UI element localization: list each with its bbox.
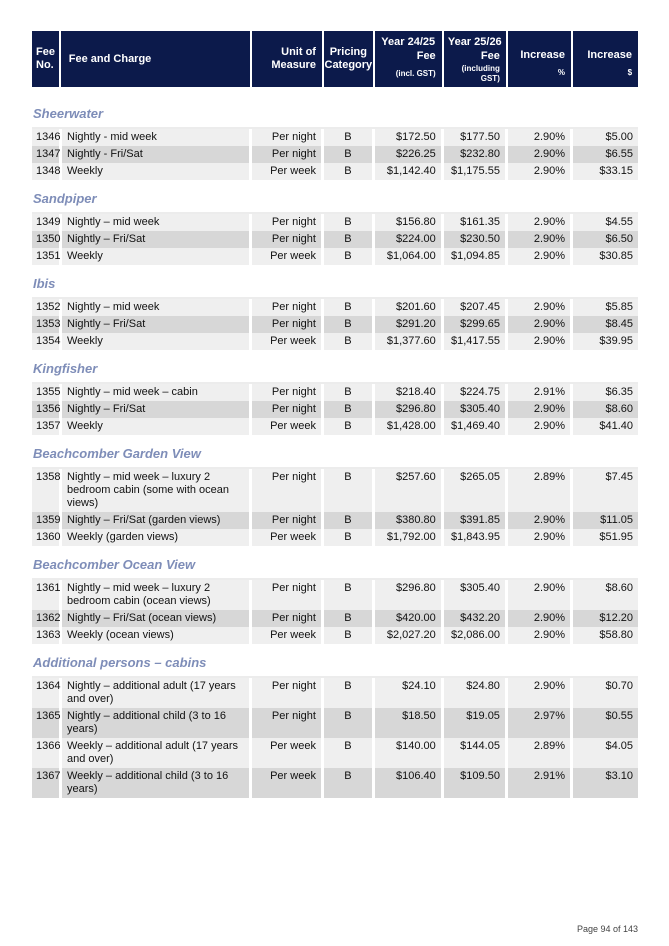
increase-dollar-cell: $8.60 (573, 580, 638, 610)
pricing-category-cell: B (324, 129, 375, 146)
fee-description-cell: Weekly – additional adult (17 years and over) (62, 738, 252, 768)
increase-pct-cell: 2.90% (508, 580, 573, 610)
table-row (32, 129, 638, 146)
increase-dollar-cell: $8.60 (573, 401, 638, 418)
unit-cell: Per week (252, 627, 324, 644)
fee-2425-cell: $106.40 (375, 768, 444, 798)
section-title: Sandpiper (33, 191, 97, 206)
increase-pct-cell: 2.89% (508, 469, 573, 512)
increase-dollar-cell: $4.55 (573, 214, 638, 231)
unit-cell: Per week (252, 738, 324, 768)
fee-2425-cell: $1,064.00 (375, 248, 444, 265)
increase-pct-cell: 2.90% (508, 316, 573, 333)
unit-cell: Per night (252, 129, 324, 146)
increase-dollar-cell: $7.45 (573, 469, 638, 512)
fee-2526-cell: $1,417.55 (444, 333, 508, 350)
fee-no-cell: 1367 (32, 768, 62, 798)
table-row (32, 738, 638, 768)
pricing-category-cell: B (324, 146, 375, 163)
unit-cell: Per night (252, 610, 324, 627)
fee-2425-cell: $1,792.00 (375, 529, 444, 546)
section-title: Beachcomber Ocean View (33, 557, 196, 572)
fees-table (32, 31, 638, 798)
header-year-2425 (375, 31, 444, 87)
fee-2526-cell: $2,086.00 (444, 627, 508, 644)
pricing-category-cell: B (324, 231, 375, 248)
fee-2425-cell: $24.10 (375, 678, 444, 708)
fee-2526-cell: $230.50 (444, 231, 508, 248)
header-year-2526-label: Year 25/26 (447, 36, 502, 48)
header-pricing-line1: Pricing (329, 46, 367, 58)
table-row (32, 299, 638, 316)
table-row (32, 333, 638, 350)
fee-2526-cell: $109.50 (444, 768, 508, 798)
fee-2425-cell: $380.80 (375, 512, 444, 529)
unit-cell: Per night (252, 512, 324, 529)
fee-description-cell: Nightly – Fri/Sat (62, 316, 252, 333)
fee-2425-cell: $257.60 (375, 469, 444, 512)
increase-dollar-cell: $51.95 (573, 529, 638, 546)
unit-cell: Per night (252, 678, 324, 708)
header-increase-dollar-sym: $ (627, 68, 633, 77)
table-row (32, 627, 638, 644)
fee-description-cell: Nightly – Fri/Sat (62, 231, 252, 248)
fee-no-cell: 1356 (32, 401, 62, 418)
fee-description-cell: Nightly – Fri/Sat (garden views) (62, 512, 252, 529)
header-year-2526-fee: Fee (480, 50, 500, 62)
fee-description-cell: Nightly – mid week (62, 299, 252, 316)
fee-2526-cell: $144.05 (444, 738, 508, 768)
table-row (32, 529, 638, 546)
increase-dollar-cell: $6.50 (573, 231, 638, 248)
fee-2526-cell: $224.75 (444, 384, 508, 401)
fee-no-cell: 1360 (32, 529, 62, 546)
section-rows (32, 382, 638, 435)
section-rows (32, 467, 638, 546)
fee-2425-cell: $140.00 (375, 738, 444, 768)
section-rows (32, 297, 638, 350)
section-title: Sheerwater (33, 106, 104, 121)
increase-pct-cell: 2.97% (508, 708, 573, 738)
fee-description-cell: Nightly – additional adult (17 years and over) (62, 678, 252, 708)
unit-cell: Per week (252, 418, 324, 435)
table-row (32, 163, 638, 180)
table-row (32, 469, 638, 512)
increase-dollar-cell: $39.95 (573, 333, 638, 350)
pricing-category-cell: B (324, 299, 375, 316)
fee-2425-cell: $18.50 (375, 708, 444, 738)
pricing-category-cell: B (324, 401, 375, 418)
fee-section (32, 441, 638, 546)
table-row (32, 248, 638, 265)
header-increase-pct-sym: % (557, 68, 565, 77)
pricing-category-cell: B (324, 610, 375, 627)
fee-no-cell: 1351 (32, 248, 62, 265)
table-row (32, 580, 638, 610)
fee-2526-cell: $1,469.40 (444, 418, 508, 435)
header-increase-pct-label: Increase (520, 49, 565, 61)
header-fee-no-line1: Fee (36, 46, 55, 58)
table-row (32, 418, 638, 435)
table-row (32, 678, 638, 708)
fee-section (32, 186, 638, 265)
increase-dollar-cell: $41.40 (573, 418, 638, 435)
fee-2425-cell: $291.20 (375, 316, 444, 333)
fee-description-cell: Weekly (62, 333, 252, 350)
header-pricing-category (324, 31, 375, 87)
fee-description-cell: Weekly (ocean views) (62, 627, 252, 644)
unit-cell: Per week (252, 163, 324, 180)
fee-no-cell: 1349 (32, 214, 62, 231)
unit-cell: Per night (252, 708, 324, 738)
fee-2425-cell: $1,428.00 (375, 418, 444, 435)
fee-2425-cell: $1,377.60 (375, 333, 444, 350)
increase-pct-cell: 2.90% (508, 512, 573, 529)
table-row (32, 214, 638, 231)
pricing-category-cell: B (324, 316, 375, 333)
increase-pct-cell: 2.90% (508, 333, 573, 350)
unit-cell: Per week (252, 333, 324, 350)
fee-2425-cell: $201.60 (375, 299, 444, 316)
unit-cell: Per night (252, 580, 324, 610)
unit-cell: Per night (252, 214, 324, 231)
increase-dollar-cell: $30.85 (573, 248, 638, 265)
table-row (32, 316, 638, 333)
fee-no-cell: 1359 (32, 512, 62, 529)
section-title: Beachcomber Garden View (33, 446, 201, 461)
fee-no-cell: 1352 (32, 299, 62, 316)
unit-cell: Per night (252, 469, 324, 512)
increase-pct-cell: 2.90% (508, 529, 573, 546)
header-fee-no (32, 31, 61, 87)
increase-pct-cell: 2.90% (508, 299, 573, 316)
pricing-category-cell: B (324, 529, 375, 546)
increase-pct-cell: 2.90% (508, 627, 573, 644)
fee-2526-cell: $161.35 (444, 214, 508, 231)
header-year-2526-sub-line1: (including (461, 64, 500, 73)
table-row (32, 401, 638, 418)
pricing-category-cell: B (324, 627, 375, 644)
section-title: Ibis (33, 276, 56, 291)
increase-pct-cell: 2.90% (508, 401, 573, 418)
increase-pct-cell: 2.90% (508, 129, 573, 146)
increase-dollar-cell: $8.45 (573, 316, 638, 333)
fee-description-cell: Nightly – mid week – cabin (62, 384, 252, 401)
fee-2526-cell: $1,094.85 (444, 248, 508, 265)
fee-2526-cell: $232.80 (444, 146, 508, 163)
pricing-category-cell: B (324, 248, 375, 265)
fee-2425-cell: $296.80 (375, 401, 444, 418)
pricing-category-cell: B (324, 708, 375, 738)
fee-2526-cell: $177.50 (444, 129, 508, 146)
increase-pct-cell: 2.90% (508, 610, 573, 627)
pricing-category-cell: B (324, 738, 375, 768)
increase-pct-cell: 2.90% (508, 231, 573, 248)
increase-dollar-cell: $58.80 (573, 627, 638, 644)
fee-2425-cell: $218.40 (375, 384, 444, 401)
table-row (32, 708, 638, 738)
fee-no-cell: 1346 (32, 129, 62, 146)
fee-no-cell: 1355 (32, 384, 62, 401)
header-year-2425-fee: Fee (416, 50, 436, 62)
pricing-category-cell: B (324, 333, 375, 350)
fee-2425-cell: $296.80 (375, 580, 444, 610)
header-pricing-line2: Category (324, 59, 373, 71)
increase-dollar-cell: $5.00 (573, 129, 638, 146)
fee-description-cell: Weekly – additional child (3 to 16 years) (62, 768, 252, 798)
pricing-category-cell: B (324, 580, 375, 610)
fee-section (32, 650, 638, 798)
fee-description-cell: Nightly – mid week – luxury 2 bedroom cabin (some with ocean views) (62, 469, 252, 512)
fee-section (32, 271, 638, 350)
fee-2526-cell: $24.80 (444, 678, 508, 708)
fee-2526-cell: $305.40 (444, 580, 508, 610)
fee-description-cell: Nightly – mid week (62, 214, 252, 231)
fee-description-cell: Weekly (62, 163, 252, 180)
fee-no-cell: 1364 (32, 678, 62, 708)
unit-cell: Per night (252, 384, 324, 401)
fee-description-cell: Weekly (62, 248, 252, 265)
table-header (32, 31, 638, 87)
fee-description-cell: Nightly – Fri/Sat (62, 401, 252, 418)
pricing-category-cell: B (324, 214, 375, 231)
header-fee-no-line2: No. (36, 59, 54, 71)
fee-no-cell: 1358 (32, 469, 62, 512)
table-row (32, 231, 638, 248)
pricing-category-cell: B (324, 418, 375, 435)
increase-dollar-cell: $33.15 (573, 163, 638, 180)
increase-pct-cell: 2.90% (508, 146, 573, 163)
increase-dollar-cell: $11.05 (573, 512, 638, 529)
increase-dollar-cell: $6.55 (573, 146, 638, 163)
increase-pct-cell: 2.90% (508, 214, 573, 231)
fee-no-cell: 1365 (32, 708, 62, 738)
increase-dollar-cell: $5.85 (573, 299, 638, 316)
header-increase-pct (508, 31, 573, 87)
fee-2526-cell: $265.05 (444, 469, 508, 512)
fee-description-cell: Nightly – mid week – luxury 2 bedroom cabin (ocean views) (62, 580, 252, 610)
fee-2425-cell: $224.00 (375, 231, 444, 248)
header-unit-line2: Measure (271, 59, 316, 71)
header-increase-dollar (573, 31, 638, 87)
section-rows (32, 578, 638, 644)
increase-dollar-cell: $3.10 (573, 768, 638, 798)
increase-dollar-cell: $0.70 (573, 678, 638, 708)
fee-description-cell: Weekly (62, 418, 252, 435)
table-row (32, 610, 638, 627)
table-row (32, 768, 638, 798)
table-row (32, 384, 638, 401)
increase-pct-cell: 2.90% (508, 678, 573, 708)
table-body (32, 101, 638, 798)
unit-cell: Per night (252, 401, 324, 418)
pricing-category-cell: B (324, 678, 375, 708)
fee-section (32, 552, 638, 644)
pricing-category-cell: B (324, 469, 375, 512)
unit-cell: Per night (252, 231, 324, 248)
unit-cell: Per week (252, 529, 324, 546)
unit-cell: Per night (252, 146, 324, 163)
fee-section (32, 101, 638, 180)
fee-description-cell: Nightly - mid week (62, 129, 252, 146)
table-row (32, 146, 638, 163)
fee-2526-cell: $1,175.55 (444, 163, 508, 180)
fee-no-cell: 1350 (32, 231, 62, 248)
fee-no-cell: 1354 (32, 333, 62, 350)
header-unit-line1: Unit of (281, 46, 316, 58)
fee-no-cell: 1357 (32, 418, 62, 435)
header-year-2425-sub: (incl. GST) (395, 69, 436, 78)
fee-no-cell: 1353 (32, 316, 62, 333)
increase-dollar-cell: $12.20 (573, 610, 638, 627)
fee-description-cell: Nightly – additional child (3 to 16 years) (62, 708, 252, 738)
fee-no-cell: 1347 (32, 146, 62, 163)
section-title: Kingfisher (33, 361, 98, 376)
fee-2526-cell: $1,843.95 (444, 529, 508, 546)
fee-2425-cell: $420.00 (375, 610, 444, 627)
increase-pct-cell: 2.90% (508, 163, 573, 180)
section-rows (32, 127, 638, 180)
fee-2526-cell: $305.40 (444, 401, 508, 418)
increase-pct-cell: 2.90% (508, 248, 573, 265)
fee-description-cell: Nightly - Fri/Sat (62, 146, 252, 163)
fee-no-cell: 1348 (32, 163, 62, 180)
unit-cell: Per night (252, 299, 324, 316)
pricing-category-cell: B (324, 768, 375, 798)
header-unit-of-measure (252, 31, 324, 87)
fee-2526-cell: $391.85 (444, 512, 508, 529)
increase-dollar-cell: $4.05 (573, 738, 638, 768)
table-row (32, 512, 638, 529)
fee-2526-cell: $207.45 (444, 299, 508, 316)
fee-2526-cell: $432.20 (444, 610, 508, 627)
fee-2425-cell: $156.80 (375, 214, 444, 231)
fee-2526-cell: $19.05 (444, 708, 508, 738)
fee-section (32, 356, 638, 435)
fee-no-cell: 1363 (32, 627, 62, 644)
header-year-2526 (444, 31, 508, 87)
header-increase-dollar-label: Increase (587, 49, 633, 61)
fee-no-cell: 1361 (32, 580, 62, 610)
fee-description-cell: Weekly (garden views) (62, 529, 252, 546)
pricing-category-cell: B (324, 512, 375, 529)
unit-cell: Per week (252, 768, 324, 798)
pricing-category-cell: B (324, 384, 375, 401)
fee-no-cell: 1362 (32, 610, 62, 627)
pricing-category-cell: B (324, 163, 375, 180)
increase-pct-cell: 2.91% (508, 384, 573, 401)
section-rows (32, 676, 638, 798)
header-year-2425-label: Year 24/25 (381, 36, 436, 48)
page-number: Page 94 of 143 (576, 924, 638, 934)
unit-cell: Per week (252, 248, 324, 265)
header-fee-and-charge (61, 31, 252, 87)
unit-cell: Per night (252, 316, 324, 333)
fee-no-cell: 1366 (32, 738, 62, 768)
increase-dollar-cell: $0.55 (573, 708, 638, 738)
increase-pct-cell: 2.89% (508, 738, 573, 768)
fee-2425-cell: $172.50 (375, 129, 444, 146)
increase-pct-cell: 2.90% (508, 418, 573, 435)
header-fee-and-charge-label: Fee and Charge (68, 53, 152, 65)
fee-2425-cell: $226.25 (375, 146, 444, 163)
fee-description-cell: Nightly – Fri/Sat (ocean views) (62, 610, 252, 627)
increase-dollar-cell: $6.35 (573, 384, 638, 401)
section-rows (32, 212, 638, 265)
section-title: Additional persons – cabins (33, 655, 207, 670)
fee-2526-cell: $299.65 (444, 316, 508, 333)
header-year-2526-sub-line2: GST) (480, 74, 500, 83)
increase-pct-cell: 2.91% (508, 768, 573, 798)
fee-2425-cell: $1,142.40 (375, 163, 444, 180)
fee-2425-cell: $2,027.20 (375, 627, 444, 644)
